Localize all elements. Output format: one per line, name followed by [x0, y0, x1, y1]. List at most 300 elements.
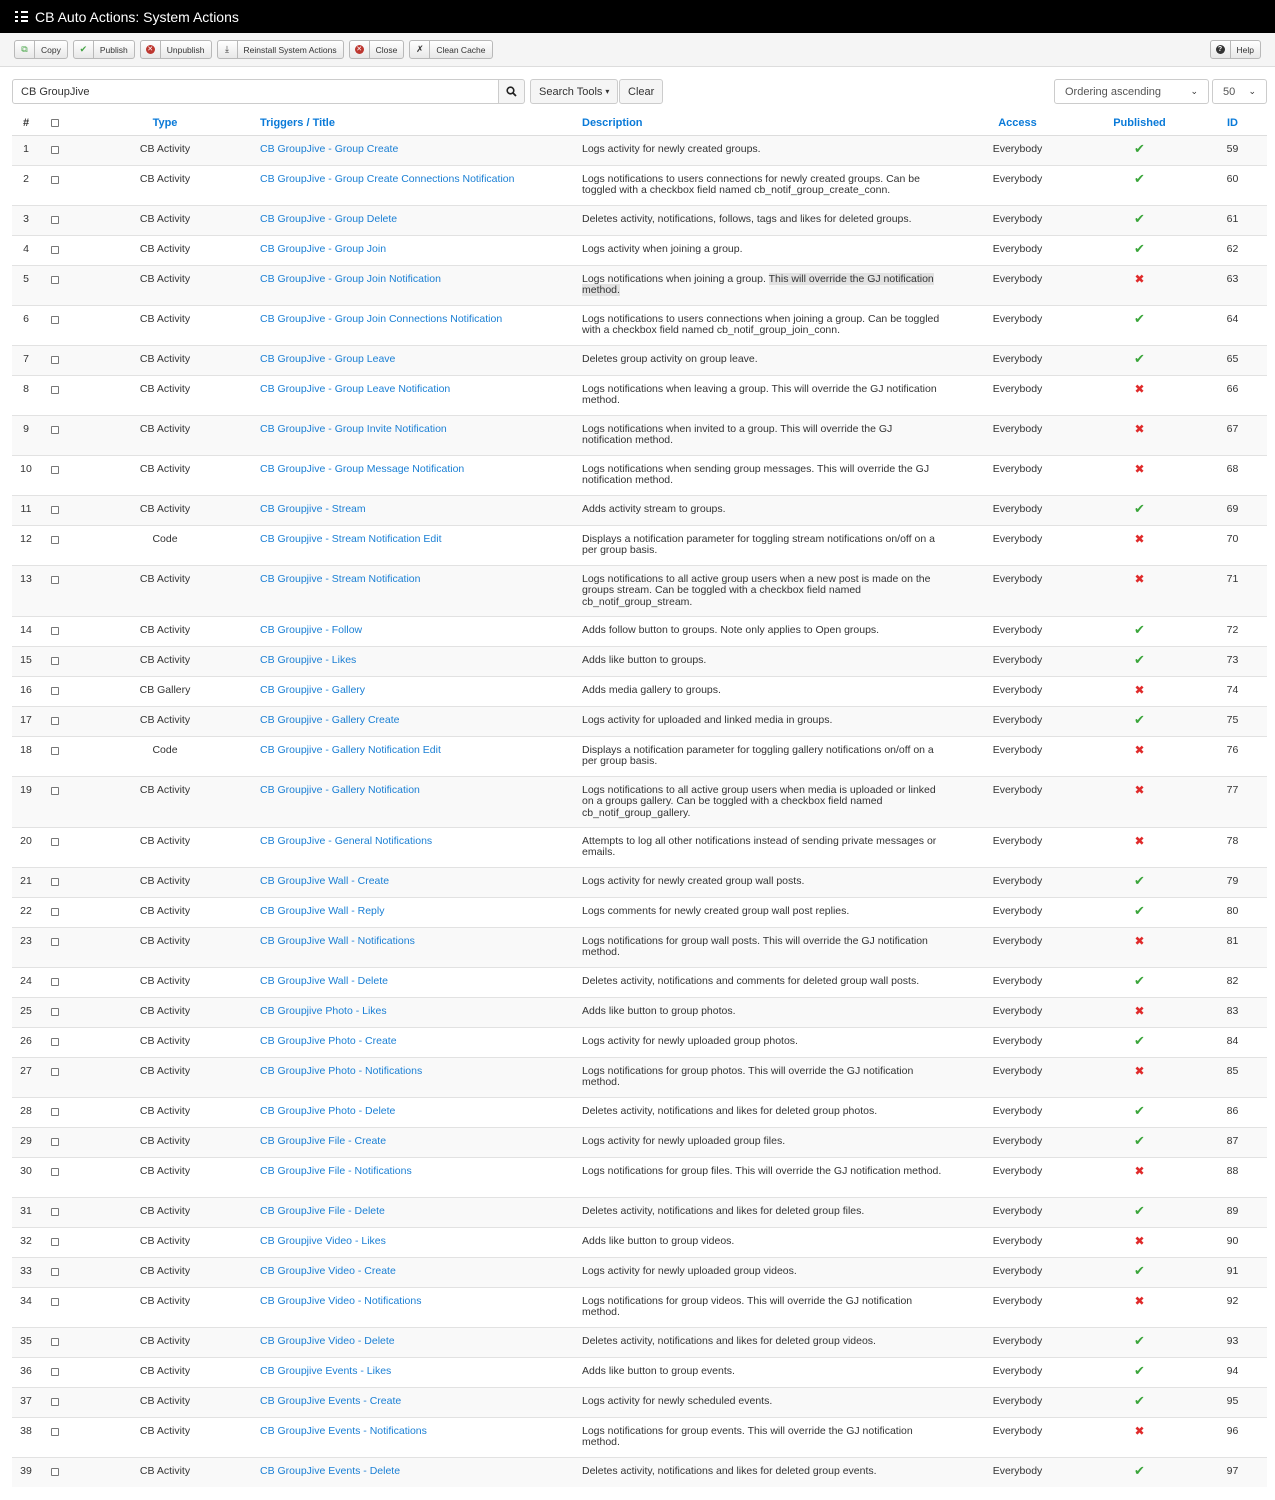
row-title-link[interactable]: CB GroupJive - Group Join Connections Notification — [260, 305, 582, 345]
row-title-link[interactable]: CB GroupJive Events - Create — [260, 1387, 582, 1417]
row-published-toggle — [1081, 706, 1198, 736]
table-row — [12, 676, 1267, 706]
row-description — [582, 565, 954, 616]
row-number: 30 — [12, 1157, 40, 1197]
x-icon[interactable]: ✖ — [1134, 1293, 1145, 1308]
x-icon[interactable]: ✖ — [1134, 571, 1145, 586]
row-checkbox[interactable] — [51, 246, 59, 254]
row-published-toggle — [1081, 1227, 1198, 1257]
row-description — [582, 867, 954, 897]
reinstall-button[interactable]: ⤓ Reinstall System Actions — [217, 40, 344, 59]
search-tools-button[interactable]: Search Tools ▾ — [530, 79, 618, 104]
x-icon[interactable]: ✖ — [1134, 381, 1145, 396]
check-icon[interactable]: ✔ — [1134, 872, 1145, 888]
search-button[interactable] — [498, 79, 525, 104]
row-number: 15 — [12, 646, 40, 676]
check-icon[interactable]: ✔ — [1134, 621, 1145, 637]
table-row — [12, 867, 1267, 897]
row-description-text: Logs notifications to all active group users when media is uploaded or linked on a groups gallery. Can be toggled with a checkbox field named cb_notif_group_gallery. — [582, 783, 936, 819]
row-id: 66 — [1198, 375, 1267, 415]
row-number: 27 — [12, 1057, 40, 1097]
row-description-text: Logs notifications for group videos. This will override the GJ notification method. — [582, 1294, 913, 1318]
row-select — [40, 1417, 70, 1457]
row-checkbox[interactable] — [51, 1138, 59, 1146]
row-checkbox[interactable] — [51, 576, 59, 584]
row-type: CB Activity — [70, 455, 260, 495]
row-access: Everybody — [954, 967, 1081, 997]
row-published-toggle — [1081, 415, 1198, 455]
row-title-link[interactable]: CB GroupJive Wall - Delete — [260, 967, 582, 997]
row-description-text: Adds media gallery to groups. — [582, 683, 721, 696]
row-description-text: Logs notifications when joining a group. — [582, 272, 766, 285]
row-access: Everybody — [954, 135, 1081, 165]
row-type: CB Activity — [70, 1097, 260, 1127]
row-number: 1 — [12, 135, 40, 165]
table-row — [12, 375, 1267, 415]
row-checkbox[interactable] — [51, 1038, 59, 1046]
row-title-link[interactable]: CB GroupJive Wall - Create — [260, 867, 582, 897]
table-row — [12, 897, 1267, 927]
row-checkbox[interactable] — [51, 1298, 59, 1306]
x-icon[interactable]: ✖ — [1134, 1003, 1145, 1018]
row-type: CB Activity — [70, 345, 260, 375]
row-select — [40, 1157, 70, 1197]
check-icon[interactable]: ✔ — [1134, 651, 1145, 667]
caret-down-icon: ▾ — [605, 87, 610, 96]
row-checkbox[interactable] — [51, 466, 59, 474]
row-number: 32 — [12, 1227, 40, 1257]
col-access[interactable]: Access — [954, 112, 1081, 135]
search-input[interactable] — [12, 79, 499, 104]
row-select — [40, 967, 70, 997]
row-description-text: Deletes group activity on group leave. — [582, 352, 758, 365]
row-checkbox[interactable] — [51, 717, 59, 725]
row-description-text: Adds activity stream to groups. — [582, 502, 726, 515]
x-icon[interactable]: ✖ — [1134, 1423, 1145, 1438]
check-icon[interactable]: ✔ — [1134, 1132, 1145, 1148]
limit-select[interactable]: 50 ⌄ — [1212, 79, 1267, 104]
table-row — [12, 235, 1267, 265]
row-title-link[interactable]: CB Groupjive Video - Likes — [260, 1227, 582, 1257]
col-title[interactable]: Triggers / Title — [260, 112, 582, 135]
check-icon[interactable]: ✔ — [1134, 1102, 1145, 1118]
list-icon — [15, 11, 28, 22]
check-icon[interactable]: ✔ — [1134, 240, 1145, 256]
row-description — [582, 265, 954, 305]
row-title-link[interactable]: CB GroupJive - Group Leave — [260, 345, 582, 375]
row-checkbox[interactable] — [51, 1168, 59, 1176]
row-number: 8 — [12, 375, 40, 415]
row-id: 86 — [1198, 1097, 1267, 1127]
row-type: CB Activity — [70, 1127, 260, 1157]
row-type: CB Activity — [70, 235, 260, 265]
row-checkbox[interactable] — [51, 687, 59, 695]
check-icon: ✔ — [74, 41, 94, 58]
row-title-link[interactable]: CB GroupJive - Group Invite Notification — [260, 415, 582, 455]
col-type[interactable]: Type — [70, 112, 260, 135]
row-access: Everybody — [954, 345, 1081, 375]
row-number: 21 — [12, 867, 40, 897]
row-checkbox[interactable] — [51, 1208, 59, 1216]
row-select — [40, 1097, 70, 1127]
row-checkbox[interactable] — [51, 316, 59, 324]
row-title-link[interactable]: CB GroupJive Wall - Reply — [260, 897, 582, 927]
row-checkbox[interactable] — [51, 908, 59, 916]
row-checkbox[interactable] — [51, 1468, 59, 1476]
x-icon[interactable]: ✖ — [1134, 1233, 1145, 1248]
row-id: 91 — [1198, 1257, 1267, 1287]
x-icon[interactable]: ✖ — [1134, 682, 1145, 697]
row-checkbox[interactable] — [51, 176, 59, 184]
row-description — [582, 1257, 954, 1287]
row-select — [40, 676, 70, 706]
row-title-link[interactable]: CB GroupJive Video - Delete — [260, 1327, 582, 1357]
row-published-toggle — [1081, 1287, 1198, 1327]
check-icon[interactable]: ✔ — [1134, 1262, 1145, 1278]
row-select — [40, 415, 70, 455]
row-description — [582, 1027, 954, 1057]
row-title-link[interactable]: CB Groupjive - Stream Notification Edit — [260, 525, 582, 565]
row-title-link[interactable]: CB Groupjive - Stream Notification — [260, 565, 582, 616]
check-icon[interactable]: ✔ — [1134, 500, 1145, 516]
check-icon[interactable]: ✔ — [1134, 1202, 1145, 1218]
row-id: 81 — [1198, 927, 1267, 967]
table-row — [12, 1387, 1267, 1417]
row-checkbox[interactable] — [51, 978, 59, 986]
row-description-text: Attempts to log all other notifications instead of sending private messages or emails. — [582, 834, 937, 858]
row-title-link[interactable]: CB Groupjive - Likes — [260, 646, 582, 676]
check-icon[interactable]: ✔ — [1134, 350, 1145, 366]
table-row — [12, 1027, 1267, 1057]
row-title-link[interactable]: CB GroupJive Photo - Delete — [260, 1097, 582, 1127]
x-icon[interactable]: ✖ — [1134, 933, 1145, 948]
row-type: CB Activity — [70, 897, 260, 927]
row-description — [582, 706, 954, 736]
row-published-toggle — [1081, 1157, 1198, 1197]
row-published-toggle — [1081, 1197, 1198, 1227]
row-checkbox[interactable] — [51, 657, 59, 665]
row-published-toggle — [1081, 235, 1198, 265]
row-checkbox[interactable] — [51, 938, 59, 946]
check-icon[interactable]: ✔ — [1134, 1462, 1145, 1478]
row-checkbox[interactable] — [51, 627, 59, 635]
row-access: Everybody — [954, 265, 1081, 305]
row-id: 80 — [1198, 897, 1267, 927]
row-title-link[interactable]: CB GroupJive - Group Message Notification — [260, 455, 582, 495]
unpublish-button[interactable]: ✕ Unpublish — [140, 40, 212, 59]
row-id: 92 — [1198, 1287, 1267, 1327]
row-number: 36 — [12, 1357, 40, 1387]
table-row — [12, 736, 1267, 776]
row-type: CB Activity — [70, 776, 260, 827]
col-id[interactable]: ID — [1198, 112, 1267, 135]
check-icon[interactable]: ✔ — [1134, 210, 1145, 226]
table-row — [12, 1057, 1267, 1097]
row-type: CB Activity — [70, 1027, 260, 1057]
row-id: 74 — [1198, 676, 1267, 706]
row-description — [582, 1197, 954, 1227]
row-title-link[interactable]: CB GroupJive - Group Create Connections Notification — [260, 165, 582, 205]
check-icon[interactable]: ✔ — [1134, 711, 1145, 727]
row-checkbox[interactable] — [51, 1268, 59, 1276]
row-access: Everybody — [954, 525, 1081, 565]
row-checkbox[interactable] — [51, 426, 59, 434]
row-select — [40, 1457, 70, 1487]
row-number: 14 — [12, 616, 40, 646]
check-icon[interactable]: ✔ — [1134, 972, 1145, 988]
row-published-toggle — [1081, 736, 1198, 776]
row-number: 19 — [12, 776, 40, 827]
check-icon[interactable]: ✔ — [1134, 902, 1145, 918]
row-id: 61 — [1198, 205, 1267, 235]
row-type: CB Activity — [70, 927, 260, 967]
row-checkbox[interactable] — [51, 878, 59, 886]
x-icon[interactable]: ✖ — [1134, 531, 1145, 546]
table-row — [12, 706, 1267, 736]
row-description-text: Logs activity for newly scheduled events. — [582, 1394, 773, 1407]
copy-button[interactable]: ⧉ Copy — [14, 40, 68, 59]
row-number: 13 — [12, 565, 40, 616]
row-checkbox[interactable] — [51, 1068, 59, 1076]
row-description-text: Deletes activity, notifications and likes for deleted group files. — [582, 1204, 865, 1217]
row-published-toggle — [1081, 135, 1198, 165]
row-checkbox[interactable] — [51, 1008, 59, 1016]
row-access: Everybody — [954, 565, 1081, 616]
x-icon[interactable]: ✖ — [1134, 833, 1145, 848]
row-title-link[interactable]: CB GroupJive File - Create — [260, 1127, 582, 1157]
check-icon[interactable]: ✔ — [1134, 170, 1145, 186]
row-checkbox[interactable] — [51, 787, 59, 795]
row-title-link[interactable]: CB Groupjive - Gallery Notification Edit — [260, 736, 582, 776]
row-description-text: Adds like button to group videos. — [582, 1234, 735, 1247]
row-checkbox[interactable] — [51, 1238, 59, 1246]
close-button[interactable]: ✕ Close — [349, 40, 405, 59]
row-select — [40, 1197, 70, 1227]
x-icon[interactable]: ✖ — [1134, 421, 1145, 436]
row-published-toggle — [1081, 525, 1198, 565]
row-checkbox[interactable] — [51, 506, 59, 514]
row-access: Everybody — [954, 1417, 1081, 1457]
row-type: CB Activity — [70, 1197, 260, 1227]
row-checkbox[interactable] — [51, 1108, 59, 1116]
row-id: 69 — [1198, 495, 1267, 525]
row-description — [582, 1327, 954, 1357]
row-id: 93 — [1198, 1327, 1267, 1357]
row-title-link[interactable]: CB GroupJive File - Delete — [260, 1197, 582, 1227]
row-description — [582, 1457, 954, 1487]
check-icon[interactable]: ✔ — [1134, 140, 1145, 156]
row-description — [582, 646, 954, 676]
table-row — [12, 345, 1267, 375]
table-row — [12, 1227, 1267, 1257]
x-icon[interactable]: ✖ — [1134, 782, 1145, 797]
col-num: # — [12, 112, 40, 135]
row-access: Everybody — [954, 706, 1081, 736]
row-title-link[interactable]: CB Groupjive - Gallery — [260, 676, 582, 706]
table-row — [12, 205, 1267, 235]
row-id: 68 — [1198, 455, 1267, 495]
row-checkbox[interactable] — [51, 386, 59, 394]
row-checkbox[interactable] — [51, 356, 59, 364]
row-number: 4 — [12, 235, 40, 265]
row-description — [582, 676, 954, 706]
row-published-toggle — [1081, 1457, 1198, 1487]
row-select — [40, 616, 70, 646]
table-row — [12, 1287, 1267, 1327]
row-description — [582, 997, 954, 1027]
row-number: 22 — [12, 897, 40, 927]
row-title-link[interactable]: CB GroupJive - Group Join Notification — [260, 265, 582, 305]
table-row — [12, 1417, 1267, 1457]
row-title-link[interactable]: CB GroupJive - Group Leave Notification — [260, 375, 582, 415]
row-checkbox[interactable] — [51, 838, 59, 846]
row-title-link[interactable]: CB GroupJive - General Notifications — [260, 827, 582, 867]
table-row — [12, 616, 1267, 646]
row-description-text: Logs activity for newly created group wall posts. — [582, 874, 805, 887]
select-all-checkbox[interactable] — [51, 119, 59, 127]
clean-cache-button[interactable]: ✗ Clean Cache — [409, 40, 492, 59]
row-description — [582, 1417, 954, 1457]
row-checkbox[interactable] — [51, 747, 59, 755]
row-number: 24 — [12, 967, 40, 997]
check-icon[interactable]: ✔ — [1134, 1032, 1145, 1048]
table-row — [12, 165, 1267, 205]
clear-button[interactable]: Clear — [619, 79, 663, 104]
row-type: CB Activity — [70, 646, 260, 676]
row-id: 62 — [1198, 235, 1267, 265]
row-access: Everybody — [954, 1227, 1081, 1257]
row-select — [40, 265, 70, 305]
row-description-text: Adds like button to group events. — [582, 1364, 735, 1377]
row-title-link[interactable]: CB GroupJive Video - Notifications — [260, 1287, 582, 1327]
row-number: 16 — [12, 676, 40, 706]
row-access: Everybody — [954, 375, 1081, 415]
row-number: 11 — [12, 495, 40, 525]
row-checkbox[interactable] — [51, 276, 59, 284]
row-access: Everybody — [954, 1157, 1081, 1197]
row-title-link[interactable]: CB GroupJive Events - Notifications — [260, 1417, 582, 1457]
row-description-text: Logs activity for uploaded and linked media in groups. — [582, 713, 833, 726]
row-access: Everybody — [954, 205, 1081, 235]
row-access: Everybody — [954, 927, 1081, 967]
row-access: Everybody — [954, 455, 1081, 495]
row-title-link[interactable]: CB Groupjive - Follow — [260, 616, 582, 646]
row-description-text: Displays a notification parameter for toggling stream notifications on/off on a per group basis. — [582, 532, 935, 556]
toolbar — [0, 33, 1275, 67]
row-checkbox[interactable] — [51, 1428, 59, 1436]
row-title-link[interactable]: CB Groupjive Events - Likes — [260, 1357, 582, 1387]
row-title-link[interactable]: CB GroupJive Wall - Notifications — [260, 927, 582, 967]
row-description-text: Logs notifications to users connections for newly created groups. Can be toggled with a checkbox field named cb_notif_group_create_conn. — [582, 172, 920, 196]
chevron-down-icon: ⌄ — [1190, 86, 1198, 96]
row-number: 20 — [12, 827, 40, 867]
row-number: 9 — [12, 415, 40, 455]
row-description-text: Logs notifications for group wall posts. This will override the GJ notification method. — [582, 934, 928, 958]
row-number: 2 — [12, 165, 40, 205]
row-title-link[interactable]: CB GroupJive File - Notifications — [260, 1157, 582, 1197]
row-description-text: Logs activity when joining a group. — [582, 242, 743, 255]
row-description-text: Logs comments for newly created group wall post replies. — [582, 904, 850, 917]
row-number: 33 — [12, 1257, 40, 1287]
row-access: Everybody — [954, 997, 1081, 1027]
row-id: 64 — [1198, 305, 1267, 345]
row-id: 73 — [1198, 646, 1267, 676]
row-title-link[interactable]: CB Groupjive Photo - Likes — [260, 997, 582, 1027]
row-title-link[interactable]: CB GroupJive Video - Create — [260, 1257, 582, 1287]
x-icon[interactable]: ✖ — [1134, 271, 1145, 286]
col-published[interactable]: Published — [1081, 112, 1198, 135]
row-access: Everybody — [954, 776, 1081, 827]
row-type: CB Activity — [70, 1417, 260, 1457]
row-published-toggle — [1081, 997, 1198, 1027]
row-published-toggle — [1081, 1417, 1198, 1457]
help-button[interactable]: ? Help — [1210, 40, 1261, 59]
x-icon[interactable]: ✖ — [1134, 1063, 1145, 1078]
x-icon[interactable]: ✖ — [1134, 1163, 1145, 1178]
x-icon[interactable]: ✖ — [1134, 742, 1145, 757]
row-select — [40, 455, 70, 495]
row-checkbox[interactable] — [51, 1338, 59, 1346]
row-title-link[interactable]: CB GroupJive - Group Create — [260, 135, 582, 165]
table-row — [12, 415, 1267, 455]
row-select — [40, 165, 70, 205]
row-title-link[interactable]: CB GroupJive Photo - Notifications — [260, 1057, 582, 1097]
row-select — [40, 345, 70, 375]
publish-button[interactable]: ✔ Publish — [73, 40, 135, 59]
row-published-toggle — [1081, 676, 1198, 706]
check-icon[interactable]: ✔ — [1134, 1362, 1145, 1378]
row-checkbox[interactable] — [51, 216, 59, 224]
row-description — [582, 736, 954, 776]
check-icon[interactable]: ✔ — [1134, 1332, 1145, 1348]
row-description — [582, 495, 954, 525]
row-description-text: Adds follow button to groups. Note only applies to Open groups. — [582, 623, 880, 636]
row-description — [582, 1097, 954, 1127]
row-title-link[interactable]: CB Groupjive - Stream — [260, 495, 582, 525]
row-description — [582, 1287, 954, 1327]
ordering-select[interactable]: Ordering ascending ⌄ — [1054, 79, 1209, 104]
check-icon[interactable]: ✔ — [1134, 1392, 1145, 1408]
row-checkbox[interactable] — [51, 536, 59, 544]
row-id: 77 — [1198, 776, 1267, 827]
row-checkbox[interactable] — [51, 1368, 59, 1376]
table-row — [12, 135, 1267, 165]
row-title-link[interactable]: CB Groupjive - Gallery Create — [260, 706, 582, 736]
row-type: CB Activity — [70, 616, 260, 646]
row-type: CB Activity — [70, 1227, 260, 1257]
row-title-link[interactable]: CB GroupJive Photo - Create — [260, 1027, 582, 1057]
row-published-toggle — [1081, 165, 1198, 205]
row-title-link[interactable]: CB GroupJive Events - Delete — [260, 1457, 582, 1487]
row-title-link[interactable]: CB Groupjive - Gallery Notification — [260, 776, 582, 827]
row-checkbox[interactable] — [51, 1398, 59, 1406]
x-icon[interactable]: ✖ — [1134, 461, 1145, 476]
row-checkbox[interactable] — [51, 146, 59, 154]
row-title-link[interactable]: CB GroupJive - Group Delete — [260, 205, 582, 235]
table-row — [12, 565, 1267, 616]
row-description — [582, 827, 954, 867]
row-id: 70 — [1198, 525, 1267, 565]
row-description — [582, 897, 954, 927]
row-number: 10 — [12, 455, 40, 495]
table-row — [12, 455, 1267, 495]
check-icon[interactable]: ✔ — [1134, 310, 1145, 326]
col-description[interactable]: Description — [582, 112, 954, 135]
row-id: 65 — [1198, 345, 1267, 375]
row-id: 97 — [1198, 1457, 1267, 1487]
row-title-link[interactable]: CB GroupJive - Group Join — [260, 235, 582, 265]
table-row — [12, 646, 1267, 676]
